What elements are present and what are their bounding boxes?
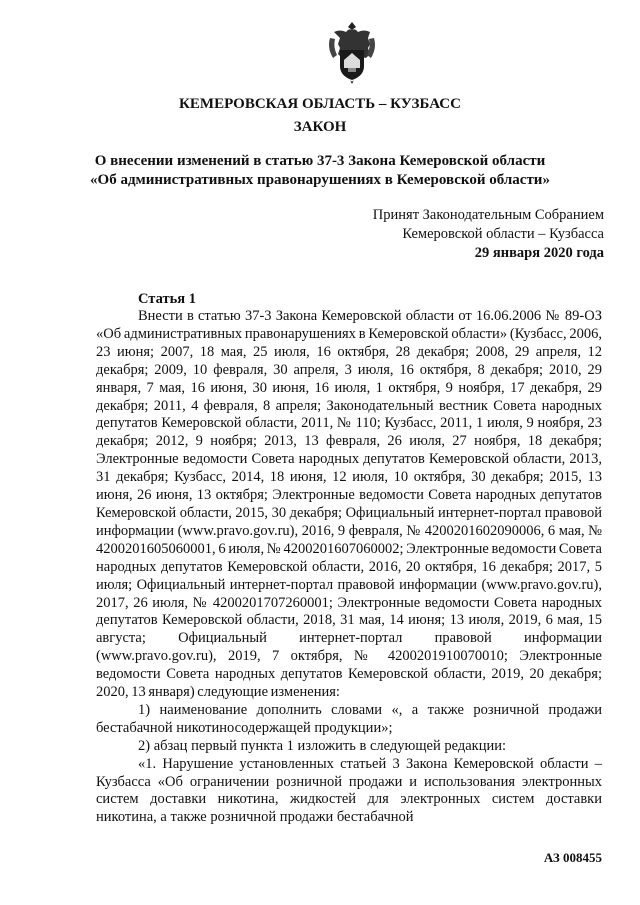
document-serial-number: АЗ 008455 (543, 850, 602, 865)
region-title: КЕМЕРОВСКАЯ ОБЛАСТЬ – КУЗБАСС (179, 96, 461, 112)
adoption-date: 29 января 2020 года (474, 245, 604, 261)
article-heading: Статья 1 (138, 291, 196, 307)
amendment-item-2: 2) абзац первый пункта 1 изложить в следующей редакции: (138, 737, 507, 754)
law-title-line-2: «Об административных правонарушениях в Кемеровской области» (90, 172, 550, 188)
amendment-item-1: 1) наименование дополнить словами «, а также розничной продажи бестабачной никотиносодержащей продукции»; (96, 701, 602, 736)
article-intro-paragraph: Внести в статью 37-3 Закона Кемеровской области от 16.06.2006 № 89-ОЗ «Об административных правонарушениях в Кемеровской области» (Кузбасс, 2006, 23 июня; 2007, 18 мая, 25 июля, 16 октября, 28 декабря; 2008, 29 апреля, 12 декабря; 2009, 10 февраля, 30 апреля, 3 июля, 16 октября, 8 декабря; 2010, 29 января, 7 мая, 16 июня, 30 июня, 16 июля, 1 октября, 9 ноября, 17 декабря, 29 декабря; 2011, 4 февраля, 8 апреля; Законодательный вестник Совета народных депутатов Кемеровской области, 2011, № 110; Кузбасс, 2011, 1 июля, 9 ноября, 23 декабря; 2012, 9 ноября; 2013, 13 февраля, 26 июля, 27 ноября, 18 декабря; Электронные ведомости Совета народных депутатов Кемеровской области, 2013, 31 декабря; Кузбасс, 2014, 18 июня, 12 июля, 10 октября, 30 декабря; 2015, 13 июня, 26 июня, 13 октября; Электронные ведомости Совета народных депутатов Кемеровской области, 2015, 30 декабря; Официальный интернет-портал правовой информации (www.pravo.gov.ru), 2016, 9 февраля, № 4200201602090006, 6 мая, № 4200201605060001, 6 июля, № 4200201607060002; Электронные ведомости Совета народных депутатов Кемеровской области, 2016, 20 октября, 16 декабря; 2017, 5 июля; Официальный интернет-портал правовой информации (www.pravo.gov.ru), 2017, 26 июля, № 4200201707260001; Электронные ведомости Совета народных депутатов Кемеровской области, 2018, 31 мая, 14 июня; 13 июля, 2019, 6 мая, 15 августа; Официальный интернет-портал правовой информации (www.pravo.gov.ru), 2019, 7 октября, № 4200201910070010; Электронные ведомости Совета народных депутатов Кемеровской области, 2019, 20 декабря; 2020, 13 января) следующие изменения: (96, 308, 602, 701)
document-type: ЗАКОН (293, 119, 347, 135)
coat-of-arms-emblem (326, 20, 378, 86)
amendment-quote: «1. Нарушение установленных статьей 3 Закона Кемеровской области – Кузбасса «Об ограничении розничной продажи и использования электронных систем доставки никотина, жидкостей для электронных систем доставки никотина, а также розничной продажи бестабачной (96, 755, 602, 826)
article-body (96, 308, 602, 827)
law-title-line-1: О внесении изменений в статью 37-3 Закона Кемеровской области (94, 153, 546, 169)
adoption-line-1: Принят Законодательным Собранием (372, 207, 604, 223)
adoption-line-2: Кемеровской области – Кузбасса (402, 226, 604, 242)
